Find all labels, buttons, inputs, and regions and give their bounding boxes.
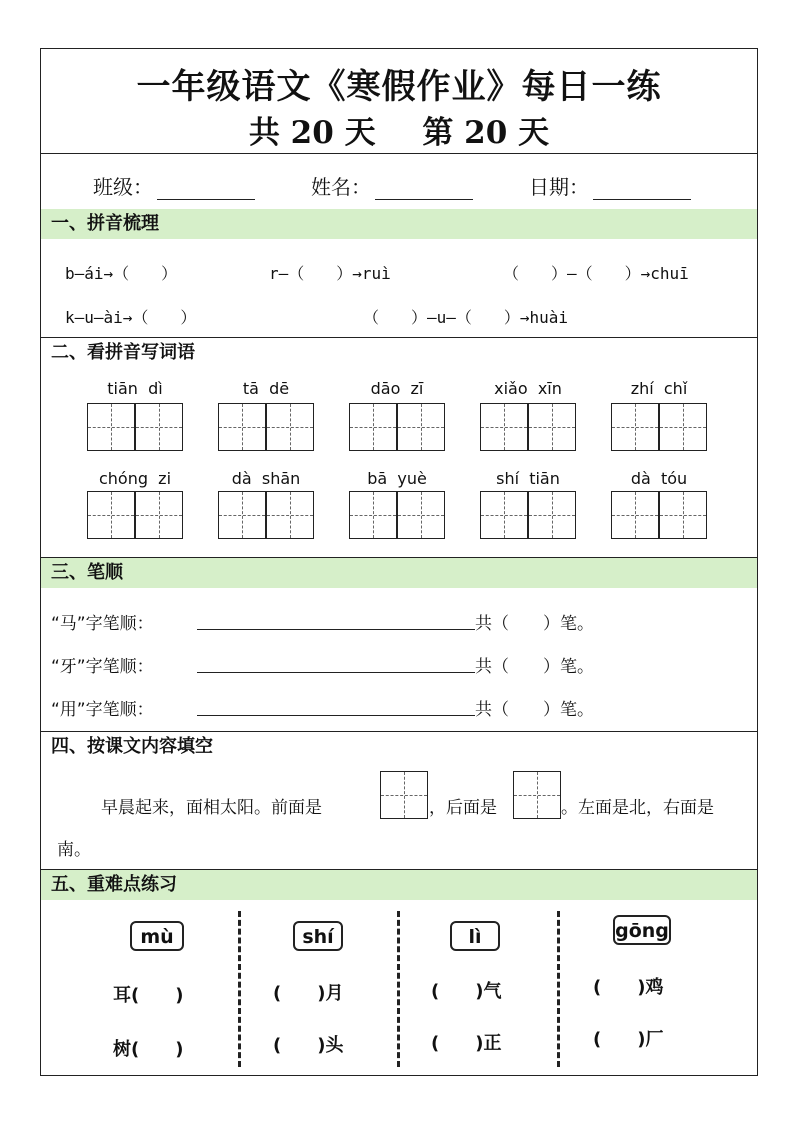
tianzige-box[interactable] [135,491,183,539]
date-label: 日期： [529,175,589,199]
homophone-blank[interactable]: ( )鸡 [593,977,664,998]
worksheet [40,48,758,1076]
column-divider [557,911,560,1067]
pinyin-item[interactable]: b—ái→（ ） [65,264,178,283]
tianzige-box[interactable] [611,491,659,539]
stroke-order-blank[interactable] [197,629,475,630]
column-divider [397,911,400,1067]
pinyin-badge: gōng [613,915,671,945]
homophone-blank[interactable]: 树( ) [113,1039,184,1060]
tianzige-box[interactable] [397,403,445,451]
pinyin-badge: shí [293,921,343,951]
tianzige-box[interactable] [397,491,445,539]
homophone-blank[interactable]: ( )气 [431,981,502,1002]
tianzige-box[interactable] [87,491,135,539]
word-pinyin: dāo zī [370,379,424,398]
tianzige-box[interactable] [135,403,183,451]
word-pinyin: shí tiān [496,469,560,488]
class-blank[interactable] [157,179,255,200]
total-days: 共 20 天 [248,115,376,151]
pinyin-badge: lì [450,921,500,951]
passage-text: 早晨起来，面相太阳。前面是 [101,798,322,818]
pinyin-badge: mù [130,921,184,951]
homophone-blank[interactable]: ( )正 [431,1033,502,1054]
stroke-count[interactable]: 共（ ）笔。 [475,657,594,677]
name-blank[interactable] [375,179,473,200]
class-field[interactable] [93,171,255,200]
stroke-order-blank[interactable] [197,672,475,673]
tianzige-box[interactable] [380,771,428,819]
tianzige-box[interactable] [266,403,314,451]
stroke-order-label: “牙”字笔顺： [51,657,154,677]
section-pinyin-heading: 一、拼音梳理 [41,209,757,239]
date-blank[interactable] [593,179,691,200]
tianzige-box[interactable] [87,403,135,451]
tianzige-box[interactable] [218,403,266,451]
stroke-order-label: “用”字笔顺： [51,700,154,720]
tianzige-box[interactable] [528,491,576,539]
word-pinyin: xiǎo xīn [494,379,562,398]
divider [41,153,757,154]
word-pinyin: tā dē [242,379,290,398]
pinyin-item[interactable]: （ ）—（ ）→chuī [503,264,689,283]
stroke-order-label: “马”字笔顺： [51,614,154,634]
tianzige-box[interactable] [611,403,659,451]
homophone-blank[interactable]: ( )月 [273,983,344,1004]
name-field[interactable] [311,171,473,200]
tianzige-box[interactable] [659,491,707,539]
word-pinyin: tiān dì [107,379,163,398]
tianzige-box[interactable] [480,491,528,539]
homophone-blank[interactable]: ( )头 [273,1035,344,1056]
word-pinyin: dà shān [231,469,301,488]
tianzige-box[interactable] [659,403,707,451]
section-practice-heading: 五、重难点练习 [41,870,757,900]
homophone-blank[interactable]: 耳( ) [113,985,184,1006]
pinyin-item[interactable]: k—u—ài→（ ） [65,308,197,327]
current-day: 第 20 天 [422,115,550,151]
class-label: 班级： [93,175,153,199]
word-pinyin: bā yuè [367,469,427,488]
passage-text: 南。 [57,840,91,860]
stroke-count[interactable]: 共（ ）笔。 [475,700,594,720]
pinyin-item[interactable]: （ ）—u—（ ）→huài [363,308,569,327]
name-label: 姓名： [311,175,371,199]
tianzige-box[interactable] [349,403,397,451]
passage-text: ，后面是 [429,798,497,818]
tianzige-box[interactable] [349,491,397,539]
tianzige-box[interactable] [218,491,266,539]
tianzige-box[interactable] [266,491,314,539]
column-divider [238,911,241,1067]
homophone-blank[interactable]: ( )厂 [593,1029,664,1050]
date-field[interactable] [529,171,691,200]
worksheet-title: 一年级语文《寒假作业》每日一练 [136,67,662,107]
section-words-heading: 二、看拼音写词语 [51,342,195,363]
tianzige-box[interactable] [528,403,576,451]
stroke-order-blank[interactable] [197,715,475,716]
section-stroke-order-heading: 三、笔顺 [41,558,757,588]
tianzige-box[interactable] [480,403,528,451]
word-pinyin: chóng zi [98,469,172,488]
passage-text: 。左面是北，右面是 [561,798,714,818]
word-pinyin: dà tóu [630,469,688,488]
pinyin-item[interactable]: r—（ ）→ruì [269,264,391,283]
worksheet-subtitle [41,107,757,152]
section-fill-blank-heading: 四、按课文内容填空 [51,736,213,757]
word-pinyin: zhí chǐ [630,379,688,398]
stroke-count[interactable]: 共（ ）笔。 [475,614,594,634]
tianzige-box[interactable] [513,771,561,819]
